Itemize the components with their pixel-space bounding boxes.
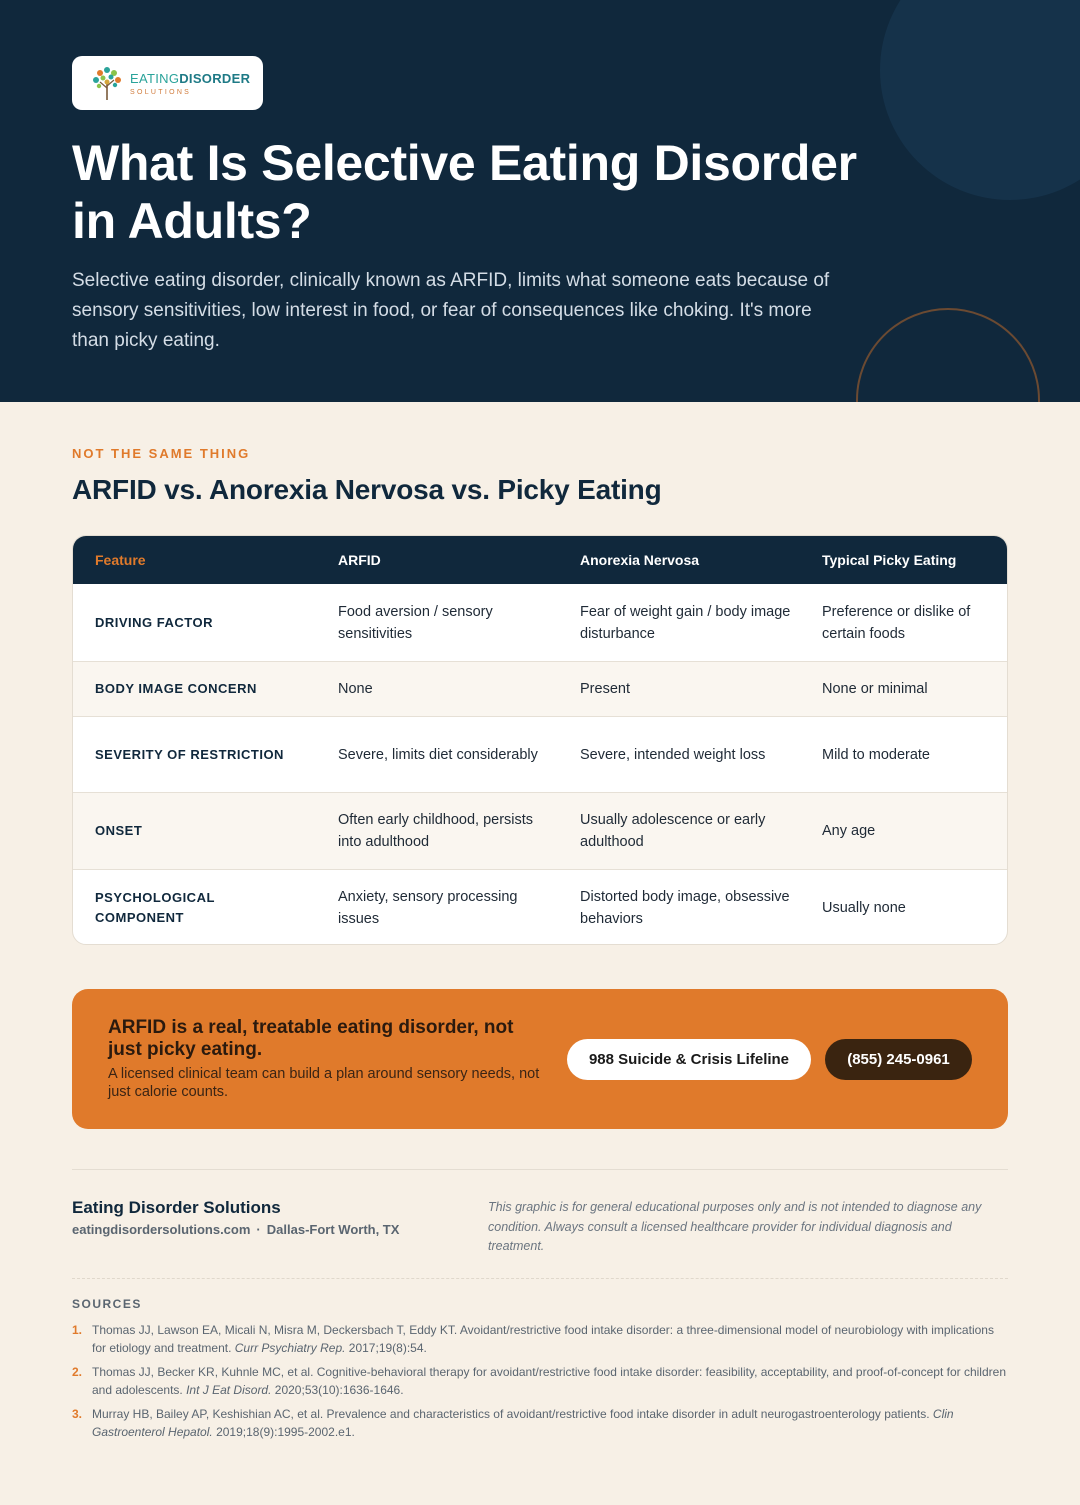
location-text: Dallas-Fort Worth, TX — [266, 1222, 400, 1237]
source-item — [72, 1321, 1008, 1357]
section-title: ARFID vs. Anorexia Nervosa vs. Picky Eating — [72, 474, 662, 505]
table-cell: Severe, intended weight loss — [580, 746, 766, 763]
organization-name: Eating Disorder Solutions — [72, 1198, 281, 1217]
hero-description: Selective eating disorder, clinically known as ARFID, limits what someone eats because of sensory sensitivities, low interest in food, or fear of consequences like choking. It's more than picky eating. — [72, 270, 830, 351]
table-cell: Severe, limits diet considerably — [338, 746, 538, 763]
table-row — [73, 661, 1008, 716]
disclaimer-text: This graphic is for general educational purposes only and is not intended to diagnose any condition. Always consult a licensed healthcare provider for individual diagnosis and treatment. — [488, 1200, 982, 1253]
decorative-circle — [880, 0, 1080, 200]
table-cell: Distorted body image, obsessive behaviors — [580, 889, 790, 927]
page-title: What Is Selective Eating Disorder in Adults? — [72, 135, 857, 249]
crisis-lifeline-button[interactable]: 988 Suicide & Crisis Lifeline — [567, 1039, 811, 1080]
table-row — [73, 716, 1008, 792]
source-citation: Thomas JJ, Becker KR, Kuhnle MC, et al. Cognitive-behavioral therapy for avoidant/restrictive food intake disorder: feasibility, acceptability, and proof-of-concept for children and adolescents. Int J Eat Disord. 2020;53(10):1636-1646. — [92, 1365, 1006, 1397]
row-label: BODY IMAGE CONCERN — [95, 681, 257, 696]
column-header-picky-eating: Typical Picky Eating — [822, 552, 957, 568]
meta-separator: · — [256, 1222, 261, 1237]
footer-divider — [72, 1169, 1008, 1170]
table-cell: Fear of weight gain / body image disturbance — [580, 603, 791, 642]
row-label: SEVERITY OF RESTRICTION — [95, 746, 284, 762]
table-row — [73, 869, 1008, 945]
hero-banner — [0, 0, 1080, 402]
column-header-arfid: ARFID — [338, 552, 381, 568]
table-row — [73, 792, 1008, 869]
source-number: 3. — [72, 1407, 83, 1421]
cta-subtitle: A licensed clinical team can build a plan around sensory needs, not just calorie counts. — [108, 1066, 540, 1100]
cta-title: ARFID is a real, treatable eating disorder, not just picky eating. — [108, 1017, 514, 1060]
table-cell: None — [338, 681, 373, 697]
column-header-feature: Feature — [95, 552, 146, 568]
table-cell: None or minimal — [822, 681, 928, 697]
source-item — [72, 1363, 1008, 1399]
column-header-anorexia: Anorexia Nervosa — [580, 552, 700, 568]
logo-subtitle: SOLUTIONS — [130, 89, 192, 96]
source-item — [72, 1405, 1008, 1441]
tree-logo-icon — [90, 64, 124, 102]
table-cell: Mild to moderate — [822, 746, 930, 763]
table-cell: Often early childhood, persists into adulthood — [338, 812, 534, 850]
call-to-action-banner — [72, 989, 1008, 1129]
comparison-table — [72, 535, 1008, 945]
table-cell: Any age — [822, 823, 876, 839]
row-label: PSYCHOLOGICAL COMPONENT — [95, 890, 215, 925]
source-citation: Murray HB, Bailey AP, Keshishian AC, et al. Prevalence and characteristics of avoidant/restrictive food intake disorder in adult neurogastroenterology patients. Clin Gastroenterol Hepatol. 2019;18(9):1995-2002.e1. — [92, 1407, 954, 1439]
brand-logo[interactable] — [72, 56, 263, 110]
decorative-ring — [856, 308, 1040, 402]
source-number: 2. — [72, 1365, 83, 1379]
logo-wordmark: EATINGDISORDER — [130, 71, 251, 86]
table-cell: Usually adolescence or early adulthood — [580, 812, 766, 850]
row-label: ONSET — [95, 823, 143, 838]
source-citation: Thomas JJ, Lawson EA, Micali N, Misra M, Deckersbach T, Eddy KT. Avoidant/restrictive food intake disorder: a three-dimensional model of neurobiology with implications for etiology and treatment. Curr Psychiatry Rep. 2017;19(8):54. — [92, 1323, 994, 1355]
sources-divider — [72, 1278, 1008, 1279]
table-row — [73, 584, 1008, 661]
table-header — [73, 536, 1008, 584]
source-number: 1. — [72, 1323, 83, 1337]
table-cell: Anxiety, sensory processing issues — [338, 889, 518, 927]
row-label: DRIVING FACTOR — [95, 614, 213, 630]
table-cell: Food aversion / sensory sensitivities — [338, 603, 493, 642]
table-cell: Usually none — [822, 900, 906, 916]
table-cell: Preference or dislike of certain foods — [822, 603, 971, 642]
organization-meta — [72, 1222, 399, 1237]
sources-heading: SOURCES — [72, 1297, 142, 1311]
phone-call-button[interactable]: (855) 245-0961 — [825, 1039, 972, 1080]
table-cell: Present — [580, 681, 630, 697]
website-link[interactable]: eatingdisordersolutions.com — [72, 1222, 251, 1237]
section-eyebrow: NOT THE SAME THING — [72, 446, 251, 461]
